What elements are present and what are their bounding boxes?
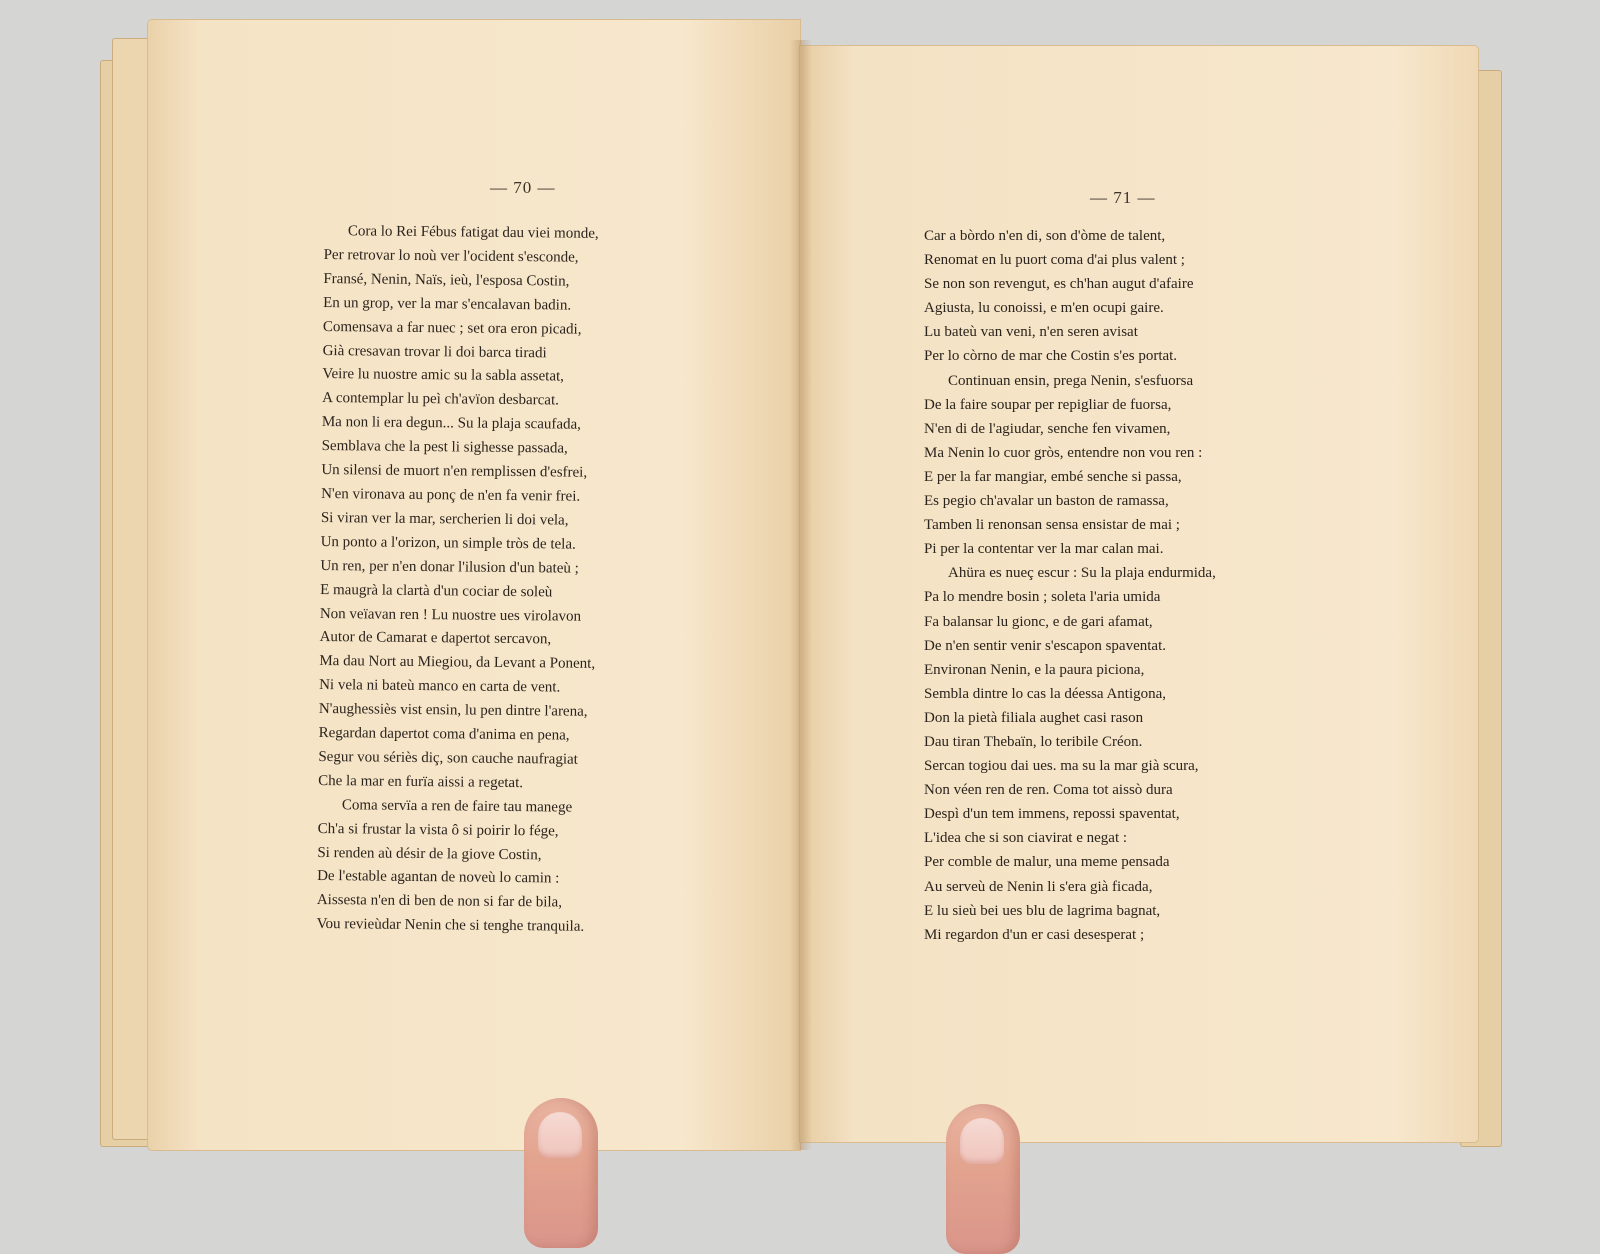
left-page-verse [316,220,599,940]
verse-line: Veire lu nuostre amic su la sabla assetat, [322,366,565,385]
verse-line: De l'estable agantan de noveù lo camin : [317,868,560,887]
page-number-left: — 70 — [490,178,556,197]
verse-line: Per lo còrno de mar che Costin s'es portat. [924,348,1178,365]
verse-line: Ma non li era degun... Su la plaja scaufada, [321,414,582,433]
page-number-right: — 71 — [1090,188,1156,207]
verse-line: Despì d'un tem immens, repossi spaventat, [924,806,1180,823]
verse-line: Cora lo Rei Fébus fatigat dau viei monde, [347,223,599,242]
verse-line: Un ponto a l'orizon, un simple tròs de tela. [320,533,576,553]
verse-line: Sembla dintre lo cas la déessa Antigona, [924,685,1167,702]
verse-line: A contemplar lu peì ch'avïon desbarcat. [322,390,560,409]
verse-line: Sercan togiou dai ues. ma su la mar già scura, [924,758,1199,775]
verse-line: Continuan ensin, prega Nenin, s'esfuorsa [948,372,1194,389]
verse-line: Coma servïa a ren de faire tau manege [341,796,573,816]
verse-line: N'en di de l'agiudar, senche fen vivamen, [924,420,1171,437]
verse-line: Se non son revengut, es ch'han augut d'afaire [924,276,1194,293]
verse-line: Ahüra es nueç escur : Su la plaja endurmida, [948,565,1216,582]
verse-line: L'idea che si son ciavirat e negat : [924,830,1128,847]
verse-line: Ma Nenin lo cuor gròs, entendre non vou ren : [924,444,1203,461]
verse-line: Ni vela ni bateù manco en carta de vent. [319,677,561,696]
verse-line: De n'en sentir venir s'escapon spaventat. [924,637,1166,654]
verse-line: Don la pietà filiala aughet casi rason [924,709,1144,726]
verse-line: Che la mar en furïa aissi a regetat. [318,772,524,791]
right-thumb [946,1104,1020,1254]
verse-line: Ma dau Nort au Miegiou, da Levant a Ponent, [319,653,596,673]
verse-line: Tamben li renonsan sensa ensistar de mai ; [924,517,1180,534]
right-page-verse [924,224,1216,947]
verse-line: Già cresavan trovar li doi barca tiradi [322,342,547,361]
verse-line: Pi per la contentar ver la mar calan mai. [924,541,1164,558]
verse-line: N'aughessiès vist ensin, lu pen dintre l'arena, [318,701,588,720]
verse-line: Non veïavan ren ! Lu nuostre ues virolavon [319,605,582,625]
verse-line: Environan Nenin, e la paura piciona, [924,661,1145,678]
verse-line: E per la far mangiar, embé senche si passa, [924,468,1182,485]
verse-line: De la faire soupar per repigliar de fuorsa, [924,396,1172,413]
verse-line: E maugrà la clartà d'un cociar de soleù [320,581,553,601]
verse-line: Fransé, Nenin, Naïs, ieù, l'esposa Costin, [323,270,570,290]
verse-line: Per retrovar lo noù ver l'ocident s'esconde, [323,246,579,266]
verse-line: Ch'a si frustar la vista ô si poirir lo fége, [317,820,559,840]
verse-line: Si renden aù désir de la giove Costin, [317,844,542,863]
verse-line: Car a bòrdo n'en di, son d'òme de talent, [924,228,1166,244]
verse-line: Agiusta, lu conoissi, e m'en ocupi gaire. [924,300,1164,317]
thumbnail [538,1112,582,1158]
verse-line: Un ren, per n'en donar l'ilusion d'un bateù ; [320,557,579,577]
verse-line: Non véen ren de ren. Coma tot aissò dura [924,782,1173,799]
thumbnail [960,1118,1004,1164]
verse-line: Renomat en lu puort coma d'ai plus valent ; [924,252,1185,269]
verse-line: Fa balansar lu gionc, e de gari afamat, [924,613,1153,630]
left-thumb [524,1098,598,1248]
verse-line: Per comble de malur, una meme pensada [924,854,1170,871]
verse-line: Au serveù de Nenin li s'era già ficada, [924,878,1153,895]
verse-line: Si viran ver la mar, sercherien li doi vela, [320,509,569,529]
verse-line: N'en vironava au ponç de n'en fa venir frei. [321,485,581,505]
verse-line: E lu sieù bei ues blu de lagrima bagnat, [924,902,1161,919]
verse-line: Un silensi de muort n'en remplissen d'esfrei, [321,462,588,481]
verse-line: En un grop, ver la mar s'encalavan badin. [323,294,572,314]
verse-line: Regardan dapertot coma d'anima en pena, [318,725,570,744]
verse-line: Aissesta n'en di ben de non si far de bila, [316,892,563,911]
verse-line: Segur vou sériès diç, son cauche naufragiat [318,748,578,768]
verse-line: Lu bateù van veni, n'en seren avisat [924,324,1138,341]
book-gutter [790,40,812,1150]
verse-line: Semblava che la pest li sighesse passada, [321,438,568,457]
verse-line: Autor de Camarat e dapertot sercavon, [319,629,552,648]
verse-line: Mi regardon d'un er casi desesperat ; [924,926,1145,943]
verse-line: Vou revieùdar Nenin che si tenghe tranquila. [316,916,585,936]
verse-line: Pa lo mendre bosin ; soleta l'aria umida [924,589,1161,606]
verse-line: Es pegio ch'avalar un baston de ramassa, [924,493,1169,510]
verse-line: Dau tiran Thebaïn, lo teribile Créon. [924,733,1143,750]
verse-line: Comensava a far nuec ; set ora eron picadi, [322,318,582,338]
